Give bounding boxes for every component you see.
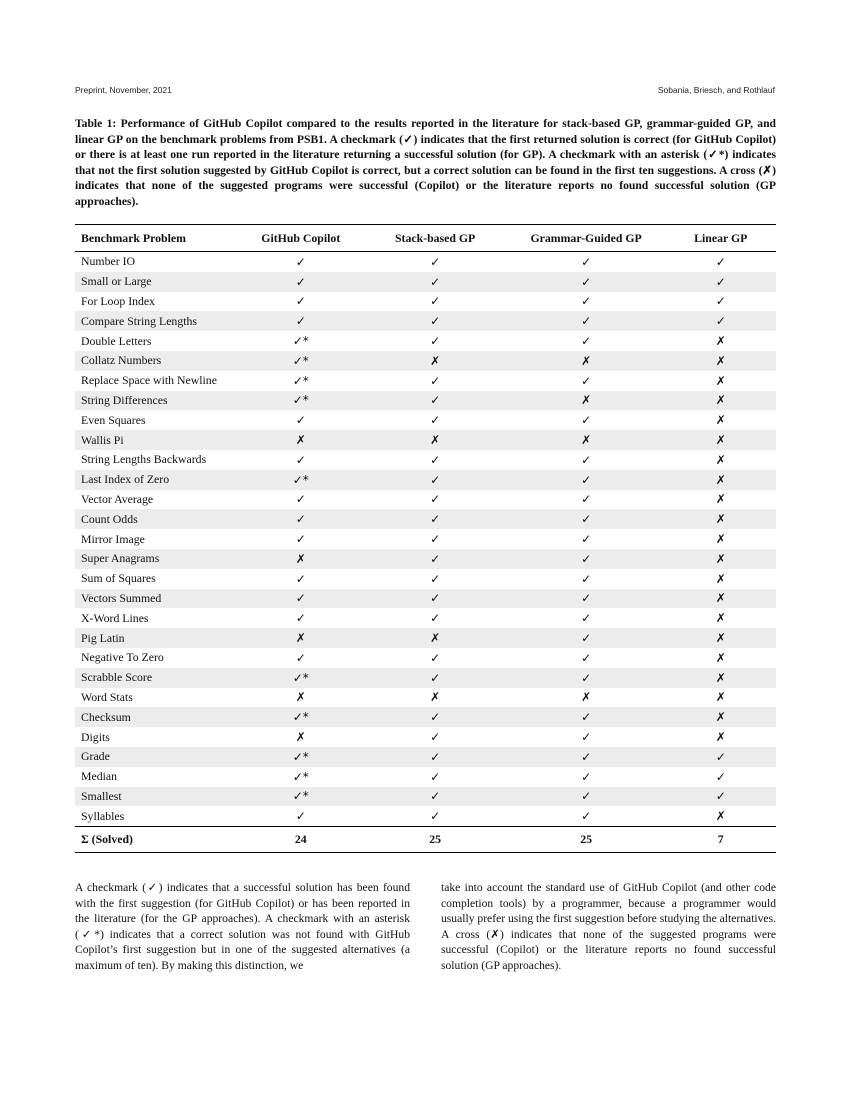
problem-name: String Lengths Backwards [81,452,207,467]
copilot-result: ✓* [292,769,309,784]
stack-gp-result: ✗ [364,430,507,450]
problem-name: Sum of Squares [81,571,156,586]
stack-gp-result: ✓ [430,809,441,824]
stack-gp-result: ✓ [430,492,441,507]
header-venue: Preprint, November, 2021 [75,85,172,95]
grammar-gp-result: ✓ [581,294,592,309]
copilot-result: ✓ [295,650,306,665]
grammar-gp-result: ✓ [507,628,666,648]
table-body [75,252,776,827]
stack-gp-result: ✗ [364,351,507,371]
linear-gp-result: ✓ [715,769,726,784]
grammar-gp-result: ✓ [581,650,592,665]
copilot-result: ✓ [238,311,363,331]
table-row [75,470,776,490]
table-row [75,331,776,351]
linear-gp-result: ✓ [666,747,776,767]
header-benchmark-problem: Benchmark Problem [75,225,238,252]
linear-gp-result: ✗ [715,690,726,705]
header-grammar-guided-gp: Grammar-Guided GP [507,225,666,252]
copilot-result: ✓ [238,509,363,529]
table-row [75,450,776,470]
linear-gp-result: ✗ [666,668,776,688]
linear-gp-result: ✗ [715,334,726,349]
copilot-result: ✓* [238,668,363,688]
copilot-result: ✓* [238,747,363,767]
grammar-gp-result: ✓ [581,769,592,784]
grammar-gp-result: ✓ [507,707,666,727]
grammar-gp-result: ✗ [507,351,666,371]
problem-name: Even Squares [81,412,146,427]
copilot-result: ✓ [295,532,306,547]
problem-name: Median [81,769,118,784]
problem-name: Digits [81,729,110,744]
problem-name: Super Anagrams [75,549,238,569]
stack-gp-result: ✓ [430,413,441,428]
table-row [75,509,776,529]
stack-gp-result: ✓ [364,549,507,569]
table-row [75,410,776,430]
linear-gp-result: ✗ [666,470,776,490]
copilot-result: ✓ [295,809,306,824]
copilot-result: ✓ [295,413,306,428]
grammar-gp-result: ✓ [581,413,592,428]
table-row [75,787,776,807]
stack-gp-result: ✓ [364,747,507,767]
table-row [75,292,776,312]
stack-gp-result: ✓ [364,470,507,490]
problem-name: Number IO [81,254,136,269]
linear-gp-result: ✗ [715,532,726,547]
table-row [75,430,776,450]
problem-name: Grade [75,747,238,767]
linear-gp-result: ✗ [715,452,726,467]
grammar-gp-result: ✓ [581,611,592,626]
linear-gp-result: ✓ [666,787,776,807]
problem-name: Compare String Lengths [75,311,238,331]
grammar-gp-result: ✗ [507,430,666,450]
table-row [75,707,776,727]
problem-name: Vectors Summed [75,589,238,609]
table-row [75,569,776,589]
table-row [75,806,776,826]
copilot-result: ✓* [238,351,363,371]
stack-gp-result: ✓ [364,707,507,727]
grammar-gp-result: ✓ [581,571,592,586]
problem-name: Vector Average [81,491,154,506]
grammar-gp-result: ✓ [581,254,592,269]
table-row [75,628,776,648]
grammar-gp-result: ✓ [581,532,592,547]
grammar-gp-result: ✓ [581,730,592,745]
table-header-row [75,225,776,252]
table-row [75,391,776,411]
problem-name: Double Letters [81,333,152,348]
table-row [75,490,776,510]
body-text-left-column: A checkmark (✓) indicates that a successful solution has been found with the first suggestion (for GitHub Copilot) or has been reported in the literature (for the GP approaches). A checkmark with an asterisk (✓*) indicates that a correct solution was not found with GitHub Copilot’s first suggestion but in one of the suggested alternatives (a maximum of ten). By making this distinction, we [75,881,410,972]
copilot-result: ✓ [295,611,306,626]
stack-gp-result: ✓ [430,373,441,388]
copilot-result: ✓* [238,707,363,727]
copilot-result: ✗ [238,628,363,648]
table-row [75,589,776,609]
total-row [75,827,776,853]
linear-gp-result: ✓ [715,294,726,309]
stack-gp-result: ✓ [364,509,507,529]
stack-gp-result: ✓ [430,650,441,665]
problem-name: Word Stats [81,689,133,704]
table-row [75,747,776,767]
problem-name: Syllables [81,808,125,823]
table-caption: Table 1: Performance of GitHub Copilot compared to the results reported in the literature for stack-based GP, grammar-guided GP, and linear GP on the benchmark problems from PSB1. A checkmark (✓) indicates that the first returned solution is correct (for GitHub Copilot) or there is at least one run reported in the literature returning a successful solution (for GP). A checkmark with an asterisk (✓*) indicates that not the first solution suggested by GitHub Copilot is correct, but a correct solution can be found in the first ten suggestions. A cross (✗) indicates that none of the suggested programs were successful (Copilot) or the literature reports no found successful solution (GP approaches). [75,117,776,208]
copilot-result: ✓ [295,492,306,507]
grammar-gp-result: ✓ [581,373,592,388]
grammar-gp-result: ✓ [507,509,666,529]
table-row [75,311,776,331]
linear-gp-result: ✗ [666,707,776,727]
stack-gp-result: ✓ [364,589,507,609]
table-row [75,767,776,787]
table-row [75,371,776,391]
problem-name: Pig Latin [75,628,238,648]
grammar-gp-result: ✓ [581,492,592,507]
stack-gp-result: ✓ [430,254,441,269]
linear-gp-result: ✗ [715,809,726,824]
linear-gp-result: ✗ [715,571,726,586]
problem-name: For Loop Index [81,293,156,308]
table-row [75,648,776,668]
stack-gp-result: ✓ [364,391,507,411]
copilot-result: ✓* [292,373,309,388]
stack-gp-result: ✓ [430,571,441,586]
header-github-copilot: GitHub Copilot [238,225,363,252]
table-row [75,252,776,272]
header-stack-based-gp: Stack-based GP [364,225,507,252]
problem-name: Small or Large [75,272,238,292]
copilot-result: ✓ [295,452,306,467]
linear-gp-result: ✗ [666,430,776,450]
stack-gp-result: ✓ [430,452,441,467]
total-linear-gp: 7 [666,827,776,853]
grammar-gp-result: ✓ [507,549,666,569]
copilot-result: ✓ [238,272,363,292]
grammar-gp-result: ✓ [507,747,666,767]
stack-gp-result: ✓ [430,611,441,626]
linear-gp-result: ✗ [666,351,776,371]
stack-gp-result: ✓ [430,730,441,745]
copilot-result: ✓* [292,334,309,349]
copilot-result: ✗ [238,430,363,450]
running-header [75,85,775,95]
table-row [75,608,776,628]
header-authors: Sobania, Briesch, and Rothlauf [657,85,775,95]
total-copilot: 24 [238,827,363,853]
problem-name: Wallis Pi [75,430,238,450]
stack-gp-result: ✓ [364,311,507,331]
linear-gp-result: ✗ [666,391,776,411]
copilot-result: ✓* [238,470,363,490]
table-row [75,549,776,569]
stack-gp-result: ✓ [430,769,441,784]
total-grammar-gp: 25 [507,827,666,853]
problem-name: Smallest [75,787,238,807]
linear-gp-result: ✗ [715,611,726,626]
table-row [75,668,776,688]
copilot-result: ✓ [295,254,306,269]
body-text-right-column: take into account the standard use of GitHub Copilot (and other code completion tools) by a programmer, because a programmer would usually prefer using the first suggestion before studying the alternatives. A cross (✗) indicates that none of the suggested programs were successful (Copilot) or the literature reports no found successful solution (GP approaches). [441,881,776,972]
problem-name: Mirror Image [81,531,145,546]
table-row [75,727,776,747]
linear-gp-result: ✗ [715,373,726,388]
problem-name: Replace Space with Newline [81,373,217,388]
problem-name: Checksum [75,707,238,727]
grammar-gp-result: ✗ [507,391,666,411]
linear-gp-result: ✓ [666,311,776,331]
grammar-gp-result: ✓ [581,452,592,467]
stack-gp-result: ✗ [364,628,507,648]
linear-gp-result: ✗ [666,509,776,529]
grammar-gp-result: ✓ [507,272,666,292]
stack-gp-result: ✓ [430,334,441,349]
grammar-gp-result: ✓ [507,311,666,331]
problem-name: X-Word Lines [81,610,149,625]
linear-gp-result: ✗ [715,492,726,507]
table-row [75,688,776,708]
grammar-gp-result: ✓ [581,809,592,824]
problem-name: Count Odds [75,509,238,529]
grammar-gp-result: ✓ [507,470,666,490]
copilot-result: ✗ [238,549,363,569]
problem-name: Last Index of Zero [75,470,238,490]
problem-name: Negative To Zero [81,650,164,665]
copilot-result: ✓ [295,294,306,309]
table-row [75,351,776,371]
problem-name: Scrabble Score [75,668,238,688]
total-label: Σ (Solved) [75,827,238,853]
stack-gp-result: ✓ [364,272,507,292]
total-stack-gp: 25 [364,827,507,853]
grammar-gp-result: ✓ [507,589,666,609]
stack-gp-result: ✓ [364,787,507,807]
grammar-gp-result: ✓ [507,787,666,807]
copilot-result: ✓* [238,787,363,807]
table-row [75,272,776,292]
copilot-result: ✓ [238,589,363,609]
linear-gp-result: ✗ [666,628,776,648]
stack-gp-result: ✓ [430,294,441,309]
problem-name: String Differences [75,391,238,411]
stack-gp-result: ✗ [430,690,441,705]
grammar-gp-result: ✗ [581,690,592,705]
results-table [75,224,776,853]
header-linear-gp: Linear GP [666,225,776,252]
copilot-result: ✓ [295,571,306,586]
grammar-gp-result: ✓ [581,334,592,349]
linear-gp-result: ✗ [715,650,726,665]
linear-gp-result: ✗ [715,730,726,745]
linear-gp-result: ✓ [666,272,776,292]
linear-gp-result: ✗ [666,549,776,569]
linear-gp-result: ✗ [715,413,726,428]
stack-gp-result: ✓ [430,532,441,547]
table-row [75,529,776,549]
linear-gp-result: ✓ [715,254,726,269]
stack-gp-result: ✓ [364,668,507,688]
grammar-gp-result: ✓ [507,668,666,688]
copilot-result: ✗ [295,690,306,705]
copilot-result: ✗ [295,730,306,745]
linear-gp-result: ✗ [666,589,776,609]
copilot-result: ✓* [238,391,363,411]
problem-name: Collatz Numbers [75,351,238,371]
